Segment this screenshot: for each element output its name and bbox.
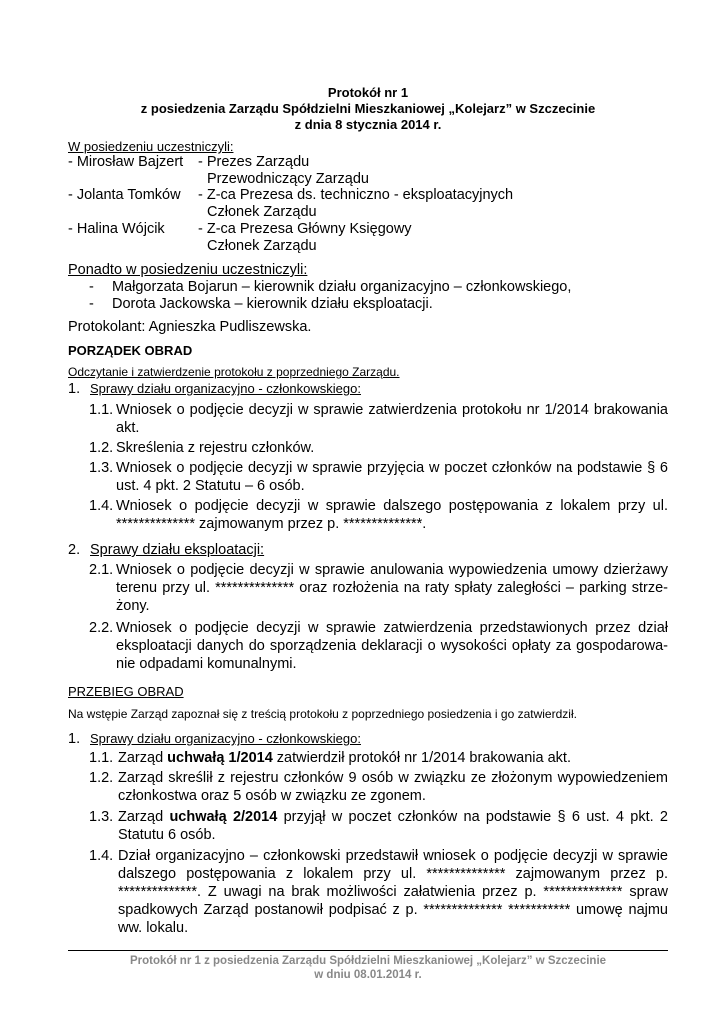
resolution-ref: uchwałą 1/2014 [167,750,273,766]
participant-name: - Halina Wójcik [68,221,165,237]
list-dash: - [89,296,94,312]
section-title: Sprawy działu organizacyjno - członkowskiego: [90,381,361,396]
item-number: 1.3. [89,809,114,825]
section-title: Sprawy działu organizacyjno - członkowskiego: [90,731,361,746]
participant-role: - Z-ca Prezesa ds. techniczno - eksploatacyjnych [198,187,514,203]
participant-name: - Jolanta Tomków [68,187,181,203]
item-text: Dział organizacyjno – członkowski przedstawił wniosek o podjęcie decyzji w sprawie dalszego postępowania z lokalem przy ul. ************** zajmowanym przez p. **************. Z uwagi na brak możliwości załatwienia przez p. ************** spraw spadkowych Zarząd postanowił podpisać z p. ************** *********** umowę najmu ww. lokalu. [118,848,668,936]
item-text: Skreślenia z rejestru członków. [116,440,315,456]
item-number: 2.1. [89,562,114,578]
protokolant: Protokolant: Agnieszka Pudliszewska. [68,319,312,335]
list-item: Dorota Jackowska – kierownik działu eksploatacji. [112,296,433,312]
agenda-intro: Odczytanie i zatwierdzenie protokołu z poprzedniego Zarządu. [68,365,400,379]
item-text: Wniosek o podjęcie decyzji w sprawie zatwierdzenia protokołu nr 1/2014 brakowania akt. [116,402,668,436]
section-title: Sprawy działu eksploatacji: [90,542,265,558]
item-number: 1.1. [89,402,114,418]
section-number: 1. [68,731,81,747]
resolution-ref: uchwałą 2/2014 [169,809,278,825]
item-number: 1.1. [89,750,114,766]
participant-role: Członek Zarządu [207,204,317,220]
item-number: 1.4. [89,848,114,864]
section-number: 2. [68,542,81,558]
item-text: Wniosek o podjęcie decyzji w sprawie zatwierdzenia przedstawionych przez dział eksploatacji danych do sporządzenia deklaracji o wysokości opłaty za gospodarowa-nie odpadami komunalnymi. [116,620,668,672]
participants-heading: W posiedzeniu uczestniczyli: [68,139,234,154]
item-number: 1.3. [89,460,114,476]
document-subtitle: z posiedzenia Zarządu Spółdzielni Mieszkaniowej „Kolejarz” w Szczecinie [140,101,596,116]
item-number: 1.2. [89,770,114,786]
item-number: 1.2. [89,440,114,456]
item-text: Zarząd skreślił z rejestru członków 9 osób w związku ze złożonym wypowiedzeniem członkostwa oraz 5 osób w związku ze zgonem. [118,770,668,804]
page-footer [68,950,668,982]
participant-role: - Prezes Zarządu [198,154,310,170]
participant-role: Członek Zarządu [207,238,317,254]
item-text: Zarząd uchwałą 2/2014 przyjął w poczet członków na podstawie § 6 ust. 4 pkt. 2 Statutu 6 osób. [118,809,668,843]
additional-heading: Ponadto w posiedzeniu uczestniczyli: [68,262,308,278]
item-text: Zarząd uchwałą 1/2014 zatwierdził protokół nr 1/2014 brakowania akt. [118,750,571,766]
document-date: z dnia 8 stycznia 2014 r. [294,117,442,132]
item-number: 1.4. [89,498,114,514]
participant-name: - Mirosław Bajzert [68,154,184,170]
footer-line: Protokół nr 1 z posiedzenia Zarządu Spółdzielni Mieszkaniowej „Kolejarz” w Szczecinie [129,955,607,967]
proceedings-intro: Na wstępie Zarząd zapoznał się z treścią protokołu z poprzedniego posiedzenia i go zatwierdził. [68,707,577,721]
footer-date: w dniu 08.01.2014 r. [314,969,422,981]
list-item: Małgorzata Bojarun – kierownik działu organizacyjno – członkowskiego, [112,279,572,295]
proceedings-title: PRZEBIEG OBRAD [68,684,184,699]
section-number: 1. [68,381,81,397]
participant-role: - Z-ca Prezesa Główny Księgowy [198,221,412,237]
item-text: Wniosek o podjęcie decyzji w sprawie dalszego postępowania z lokalem przy ul. ************** zajmowanym przez p. **************. [116,498,668,532]
document-title: Protokół nr 1 [327,85,409,100]
participant-role: Przewodniczący Zarządu [207,171,369,187]
item-number: 2.2. [89,620,114,636]
item-text: Wniosek o podjęcie decyzji w sprawie anulowania wypowiedzenia umowy dzierżawy terenu przy ul. ************** oraz rozłożenia na raty spłaty zaległości – parking strze-żony. [116,562,668,614]
list-dash: - [89,279,94,295]
agenda-title: PORZĄDEK OBRAD [68,343,193,358]
item-text: Wniosek o podjęcie decyzji w sprawie przyjęcia w poczet członków na podstawie § 6 ust. 4 pkt. 2 Statutu – 6 osób. [116,460,668,494]
